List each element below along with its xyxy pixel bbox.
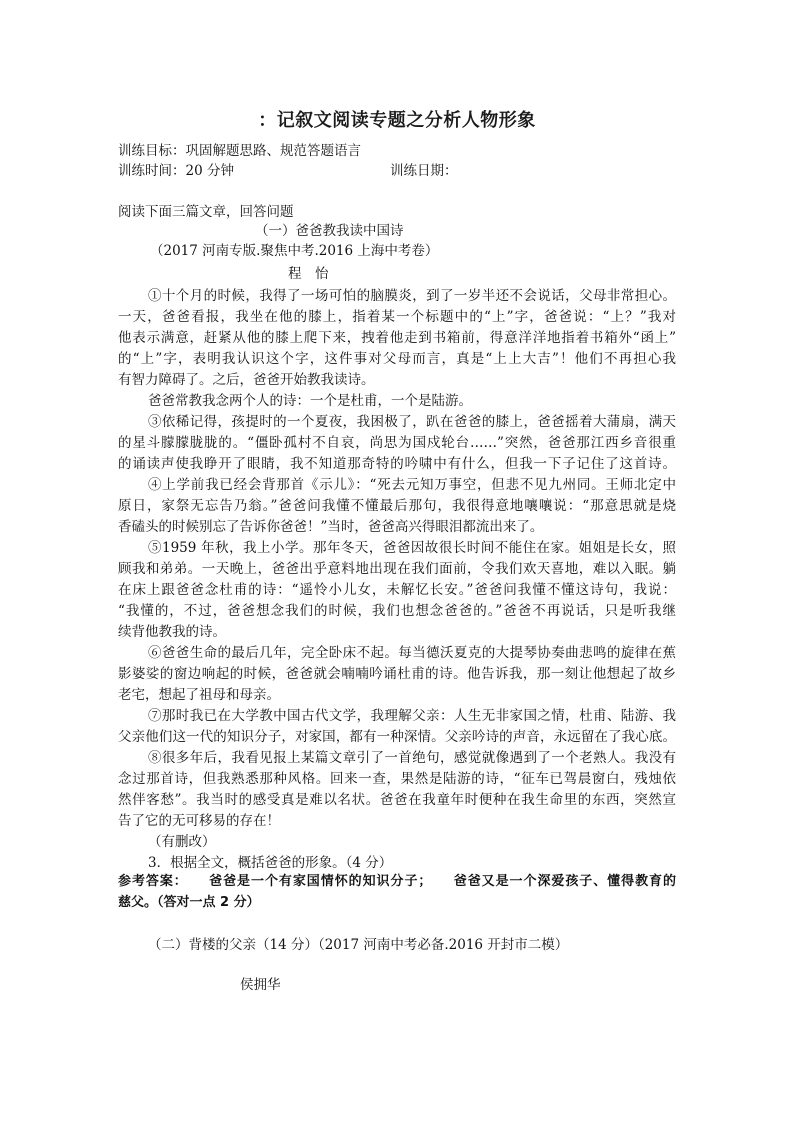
text-line: 念过那首诗，但我熟悉那种风格。回来一查，果然是陆游的诗，“征车已驾晨窗白，残烛依 xyxy=(118,771,676,787)
text-line: 老宅，想起了祖母和母亲。 xyxy=(118,687,280,703)
text-line: ①十个月的时候，我得了一场可怕的脑膜炎，到了一岁半还不会说话，父母非常担心。 xyxy=(148,288,676,304)
text-line: 影婆娑的窗边响起的时候，爸爸就会喃喃吟诵杜甫的诗。他告诉我，那一刻让他想起了故乡 xyxy=(118,666,676,682)
training-time: 训练时间：20 分钟 xyxy=(118,163,234,179)
text-line: ④上学前我已经会背那首《示儿》：“死去元知万事空，但悲不见九州同。王师北定中 xyxy=(148,477,676,493)
text-line: 在床上跟爸爸念杜甫的诗：“遥怜小儿女，未解忆长安。”爸爸问我懂不懂这诗句，我说： xyxy=(118,582,676,598)
text-line: 一天，爸爸看报，我坐在他的膝上，指着某一个标题中的“上”字，爸爸说：“上？”我对 xyxy=(118,309,676,325)
text-line: （有删改） xyxy=(148,834,216,850)
answer-line: 慈父。（答对一点 2 分） xyxy=(118,895,260,910)
text-line: 爸爸常教我念两个人的诗：一个是杜甫，一个是陆游。 xyxy=(148,393,472,409)
answer-line: 参考答案： 爸爸是一个有家国情怀的知识分子； 爸爸又是一个深爱孩子、懂得教育的 xyxy=(118,874,676,889)
article1-source: （2017 河南专版.聚焦中考.2016 上海中考卷） xyxy=(150,243,439,259)
text-line: 他表示满意，赶紧从他的膝上爬下来，拽着他走到书箱前，得意洋洋地指着书箱外“函上” xyxy=(118,330,676,346)
text-line: ⑦那时我已在大学教中国古代文学，我理解父亲：人生无非家国之情，杜甫、陆游、我 xyxy=(148,708,676,724)
text-line: “我懂的，不过，爸爸想念我们的时候，我们也想念爸爸的。”爸爸不再说话，只是听我继 xyxy=(118,603,676,619)
text-line: 的星斗朦朦胧胧的。“僵卧孤村不自哀，尚思为国戍轮台……”突然，爸爸那江西乡音很重 xyxy=(118,435,676,451)
text-line: 香磕头的时候别忘了告诉你爸爸！”当时，爸爸高兴得眼泪都流出来了。 xyxy=(118,519,544,535)
article1-author: 程 怡 xyxy=(288,266,329,282)
text-line: 的“上”字，表明我认识这个字，这件事对父母而言，真是“上上大吉”！他们不再担心我 xyxy=(118,351,676,367)
training-goal: 训练目标：巩固解题思路、规范答题语言 xyxy=(118,143,361,159)
text-line: 的诵读声使我睁开了眼睛，我不知道那奇特的吟啸中有什么，但我一下子记住了这首诗。 xyxy=(118,456,676,472)
text-line: 顾我和弟弟。一天晚上，爸爸出乎意料地出现在我们面前，令我们欢天喜地，难以入眠。躺 xyxy=(118,561,676,577)
text-line: 有智力障碍了。之后，爸爸开始教我读诗。 xyxy=(118,372,375,388)
text-line: ⑥爸爸生命的最后几年，完全卧床不起。每当德沃夏克的大提琴协奏曲悲鸣的旋律在蕉 xyxy=(148,645,676,661)
question-3: 3．根据全文，概括爸爸的形象。（4 分） xyxy=(148,855,393,871)
text-line: ③依稀记得，孩提时的一个夏夜，我困极了，趴在爸爸的膝上，爸爸摇着大蒲扇，满天 xyxy=(148,414,676,430)
article2-author: 侯拥华 xyxy=(240,977,281,993)
text-line: 原日，家祭无忘告乃翁。”爸爸问我懂不懂最后那句，我很得意地嚷嚷说：“那意思就是烧 xyxy=(118,498,676,514)
page-title: ：记叙文阅读专题之分析人物形象 xyxy=(258,110,536,131)
reading-instruction: 阅读下面三篇文章，回答问题 xyxy=(118,204,294,220)
text-line: 续背他教我的诗。 xyxy=(118,624,226,640)
text-line: 然伴客愁”。我当时的感受真是难以名状。爸爸在我童年时便种在我生命里的东西，突然宣 xyxy=(118,792,676,808)
training-date: 训练日期： xyxy=(390,163,458,179)
text-line: 告了它的无可移易的存在！ xyxy=(118,813,280,829)
text-line: 父亲他们这一代的知识分子，对家国，都有一种深情。父亲吟诗的声音，永远留在了我心底。 xyxy=(118,729,676,745)
article2-heading: （二）背楼的父亲（14 分）（2017 河南中考必备.2016 开封市二模） xyxy=(148,937,569,953)
article1-heading: （一）爸爸教我读中国诗 xyxy=(255,223,404,239)
text-line: ⑤1959 年秋，我上小学。那年冬天，爸爸因故很长时间不能住在家。姐姐是长女，照 xyxy=(148,540,676,556)
text-line: ⑧很多年后，我看见报上某篇文章引了一首绝句，感觉就像遇到了一个老熟人。我没有 xyxy=(148,750,676,766)
